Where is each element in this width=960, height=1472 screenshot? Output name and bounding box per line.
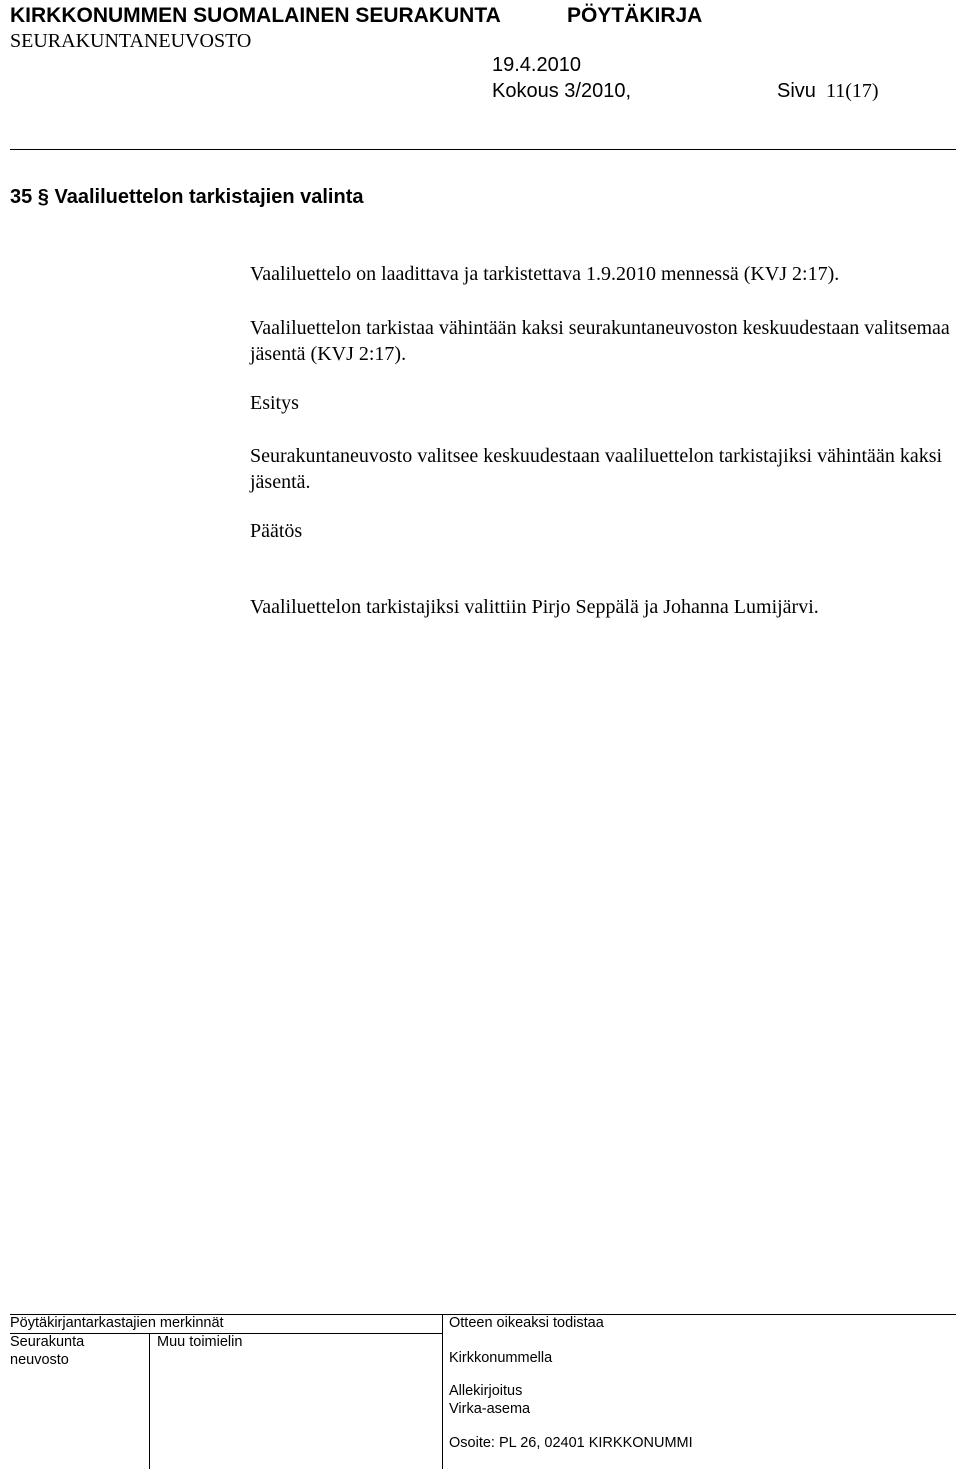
paragraph-deadline: Vaaliluettelo on laadittava ja tarkistettava 1.9.2010 mennessä (KVJ 2:17). [250, 263, 840, 285]
footer-parish-council-label: Seurakunta [10, 1334, 85, 1350]
label-decision: Päätös [250, 520, 303, 542]
document-type: PÖYTÄKIRJA [567, 4, 703, 27]
footer-position-label: Virka-asema [449, 1401, 531, 1417]
paragraph-reviewers-rule: Vaaliluettelon tarkistaa vähintään kaksi seurakuntaneuvoston keskuudestaan valitsemaa jäsentä (KVJ 2:17). [250, 317, 950, 365]
label-proposal: Esitys [250, 392, 299, 414]
footer-signature-label: Allekirjoitus [449, 1383, 523, 1399]
organization-name: KIRKKONUMMEN SUOMALAINEN SEURAKUNTA [10, 4, 501, 27]
footer-certified-label: Otteen oikeaksi todistaa [449, 1315, 604, 1331]
paragraph-decision: Vaaliluettelon tarkistajiksi valittiin Pirjo Seppälä ja Johanna Lumijärvi. [250, 596, 819, 618]
page-number: 11(17) [826, 80, 879, 102]
footer-vertical-line [149, 1333, 150, 1469]
header-divider [10, 149, 956, 150]
section-title: 35 § Vaaliluettelon tarkistajien valinta [10, 186, 364, 208]
page-label: Sivu [777, 80, 816, 102]
footer-other-body-label: Muu toimielin [157, 1334, 243, 1350]
paragraph-proposal: Seurakuntaneuvosto valitsee keskuudestaan vaaliluettelon tarkistajiksi vähintään kaksi jäsentä. [250, 445, 943, 493]
footer-address: Osoite: PL 26, 02401 KIRKKONUMMI [449, 1435, 693, 1451]
department-name: SEURAKUNTANEUVOSTO [10, 30, 252, 52]
meeting-date: 19.4.2010 [492, 54, 581, 76]
footer-place: Kirkkonummella [449, 1350, 553, 1366]
meeting-number: Kokous 3/2010, [492, 80, 631, 102]
footer-vertical-line [442, 1314, 443, 1469]
footer-parish-council-label-cont: neuvosto [10, 1352, 69, 1368]
footer-reviewers-heading: Pöytäkirjantarkastajien merkinnät [10, 1315, 224, 1331]
